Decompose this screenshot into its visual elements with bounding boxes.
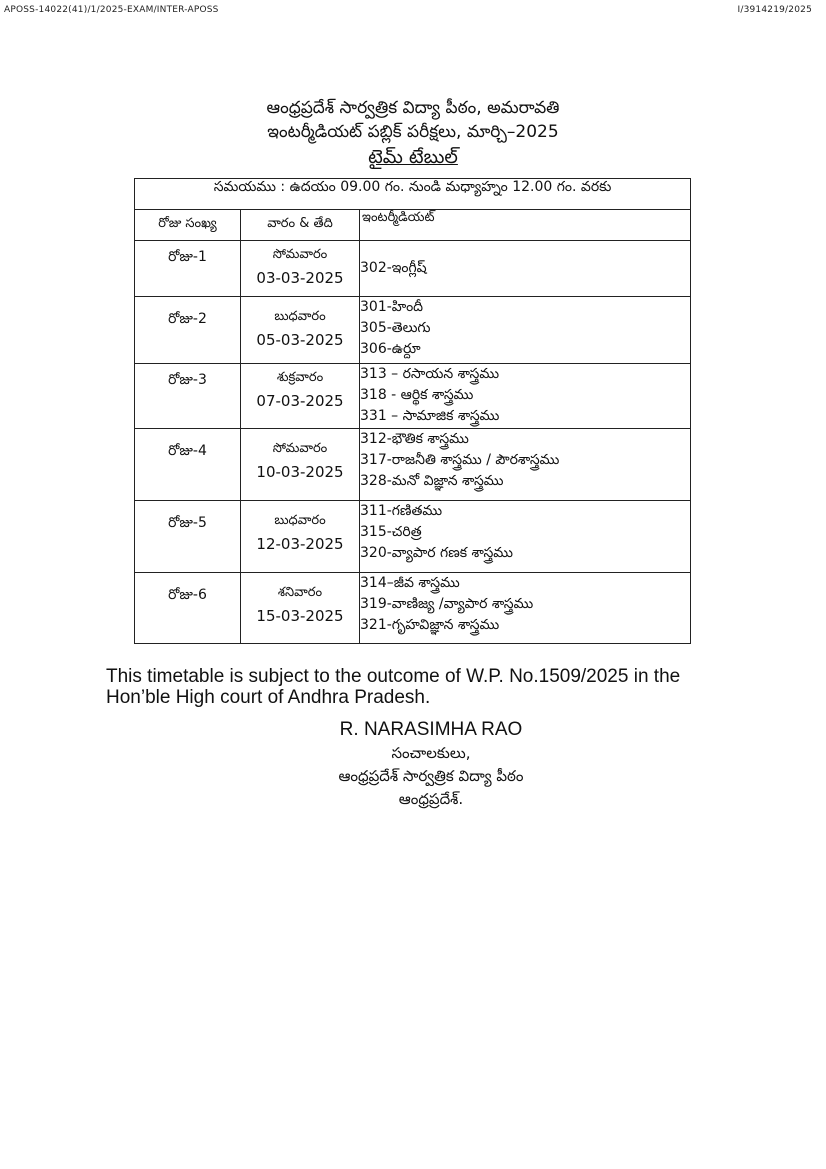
day-number: రోజు-3 xyxy=(168,372,207,388)
signature-block xyxy=(0,718,826,811)
weekday: సోమవారం xyxy=(272,247,328,262)
weekday: శనివారం xyxy=(277,585,323,600)
table-row xyxy=(135,241,691,297)
subject: 302-ఇంగ్లీష్ xyxy=(360,260,427,276)
weekday: సోమవారం xyxy=(272,441,328,456)
weekday: శుక్రవారం xyxy=(276,370,324,385)
subject: 320-వ్యాపార గణక శాస్త్రము xyxy=(360,545,513,561)
institution-title: ఆంధ్రప్రదేశ్ సార్వత్రిక విద్యా పీఠం, అమరావతి xyxy=(266,98,560,118)
timetable-heading: టైమ్ టేబుల్ xyxy=(368,146,458,168)
exam-date: 05-03-2025 xyxy=(256,331,344,349)
column-header-date: వారం & తేది xyxy=(241,210,360,241)
subject: 311-గణితము xyxy=(360,503,443,519)
exam-title: ఇంటర్మీడియట్ పబ్లిక్ పరీక్షలు, మార్చి–2025 xyxy=(267,122,559,142)
disclaimer-note: This timetable is subject to the outcome of W.P. No.1509/2025 in the Hon’ble High court of Andhra Pradesh. xyxy=(106,666,681,708)
subject: 306-ఉర్దూ xyxy=(360,341,421,357)
subject: 305-తెలుగు xyxy=(360,320,431,336)
subject: 328-మనో విజ్ఞాన శాస్త్రము xyxy=(360,473,504,489)
day-number: రోజు-6 xyxy=(168,587,207,603)
exam-date: 15-03-2025 xyxy=(256,607,344,625)
subject: 317-రాజనీతి శాస్త్రము / పౌరశాస్త్రము xyxy=(360,452,560,468)
exam-date: 12-03-2025 xyxy=(256,535,344,553)
signatory-place: ఆంధ్రప్రదేశ్. xyxy=(398,790,464,808)
table-row xyxy=(135,501,691,573)
signatory-organization: ఆంధ్రప్రదేశ్ సార్వత్రిక విద్యా పీఠం xyxy=(338,767,524,785)
day-number: రోజు-5 xyxy=(168,515,207,531)
weekday: బుధవారం xyxy=(274,309,326,324)
exam-date: 03-03-2025 xyxy=(256,269,344,287)
day-number: రోజు-2 xyxy=(168,311,207,327)
exam-date: 07-03-2025 xyxy=(256,392,344,410)
subject: 315-చరిత్ర xyxy=(360,524,422,540)
exam-date: 10-03-2025 xyxy=(256,463,344,481)
subject: 318 - ఆర్థిక శాస్త్రము xyxy=(360,387,474,403)
subject: 319-వాణిజ్య /వ్యాపార శాస్త్రము xyxy=(360,596,534,612)
timing-row xyxy=(135,179,691,210)
table-row xyxy=(135,429,691,501)
table-row xyxy=(135,297,691,364)
table-header-row xyxy=(135,210,691,241)
subject: 313 – రసాయన శాస్త్రము xyxy=(360,366,500,382)
subject: 312-భౌతిక శాస్త్రము xyxy=(360,431,469,447)
column-header-subjects: ఇంటర్మీడియట్ xyxy=(360,210,691,241)
subject: 301-హిందీ xyxy=(360,299,424,315)
document-number: I/3914219/2025 xyxy=(737,5,812,15)
exam-timing: సమయము : ఉదయం 09.00 గం. నుండి మధ్యాహ్నం 12.00 గం. వరకు xyxy=(135,179,691,210)
title-block xyxy=(0,96,826,170)
subject: 321-గృహవిజ్ఞాన శాస్త్రము xyxy=(360,617,500,633)
subject: 331 – సామాజిక శాస్త్రము xyxy=(360,408,500,424)
table-row xyxy=(135,573,691,644)
file-reference: APOSS-14022(41)/1/2025-EXAM/INTER-APOSS xyxy=(4,5,219,15)
timetable xyxy=(134,178,691,644)
signatory-designation: సంచాలకులు, xyxy=(391,744,471,762)
day-number: రోజు-1 xyxy=(168,249,207,265)
table-row xyxy=(135,364,691,429)
column-header-day: రోజు సంఖ్య xyxy=(135,210,241,241)
signatory-name: R. NARASIMHA RAO xyxy=(339,719,523,740)
day-number: రోజు-4 xyxy=(168,443,207,459)
weekday: బుధవారం xyxy=(274,513,326,528)
subject: 314–జీవ శాస్త్రము xyxy=(360,575,460,591)
